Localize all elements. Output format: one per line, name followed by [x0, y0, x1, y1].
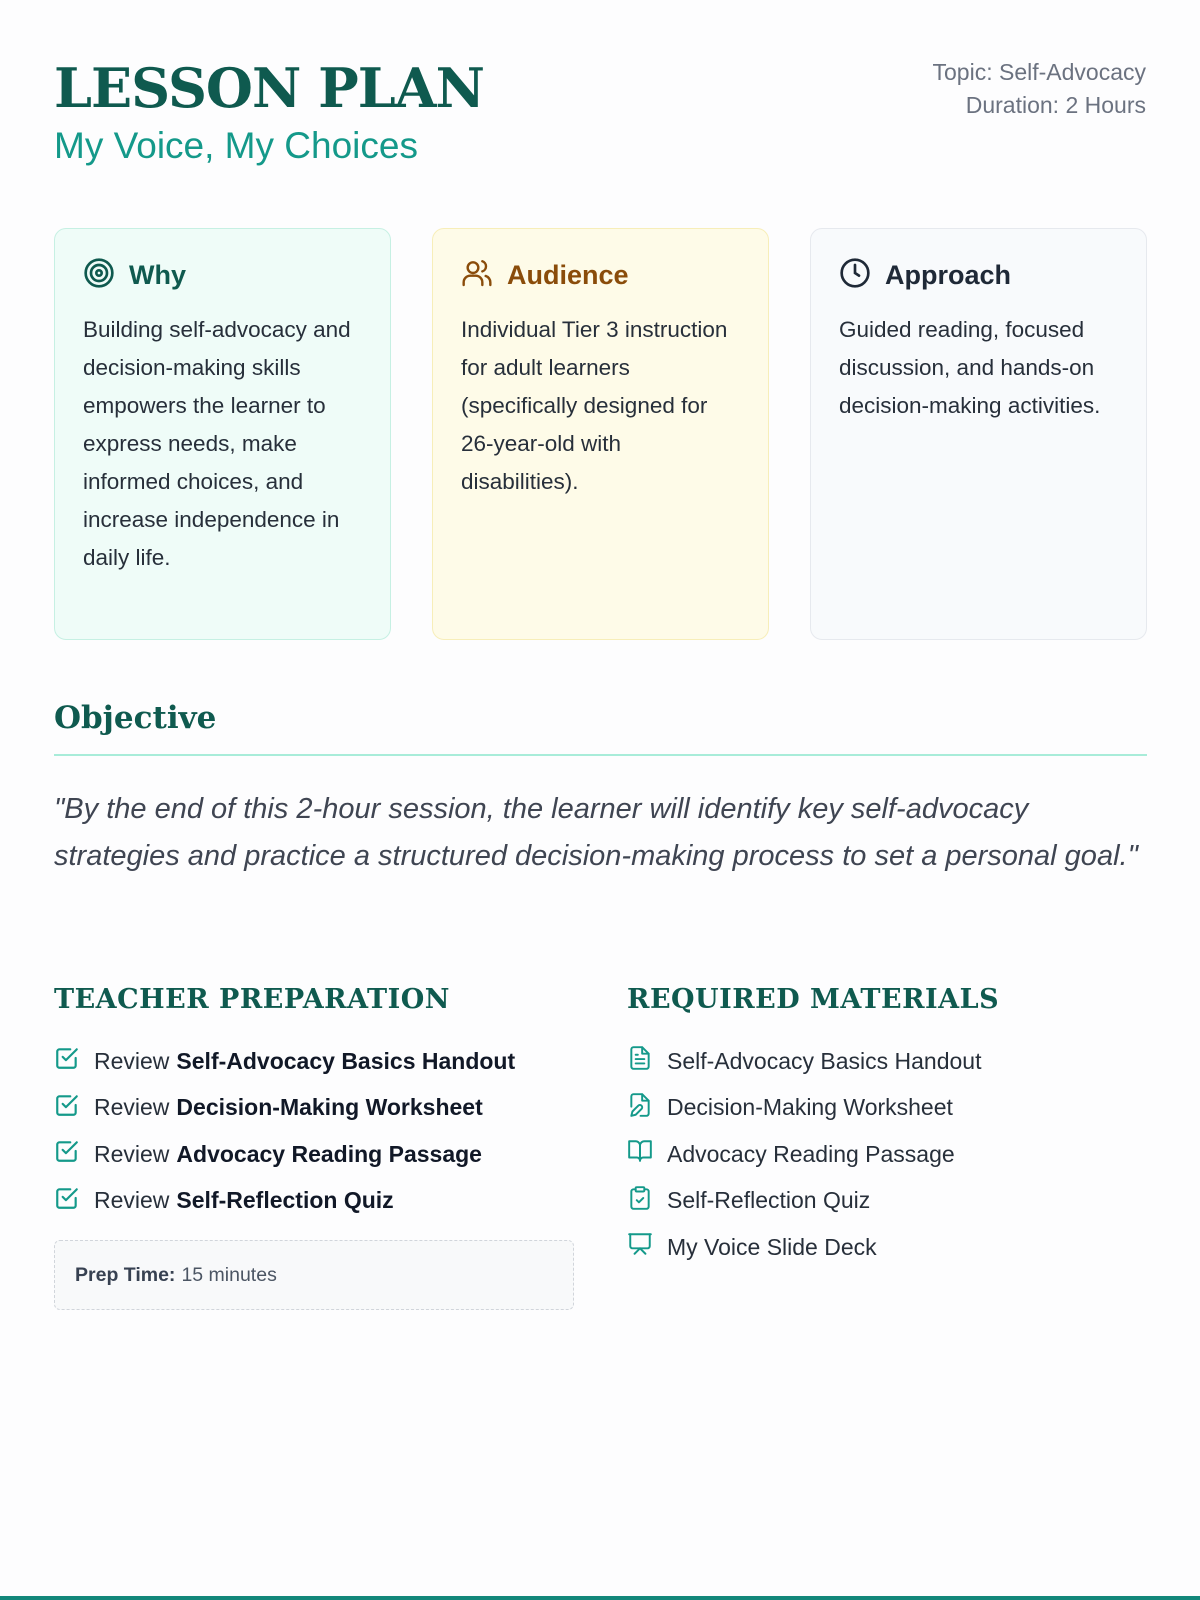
why-card [54, 228, 391, 640]
header [54, 56, 1146, 176]
checkbox-checked-icon [54, 1185, 94, 1217]
users-icon [461, 257, 493, 294]
presentation-icon [627, 1231, 667, 1263]
preparation-title: TEACHER PREPARATION [54, 984, 450, 1015]
materials-title: REQUIRED MATERIALS [627, 984, 1000, 1015]
list-item: Self-Advocacy Basics Handout [627, 1038, 1147, 1085]
page-title: LESSON PLAN [54, 56, 484, 120]
approach-text: Guided reading, focused discussion, and hands-on decision-making activities. [839, 317, 1101, 418]
file-edit-icon [627, 1092, 667, 1124]
audience-title: Audience [507, 259, 629, 290]
overview-cards [54, 228, 1147, 640]
preparation-list [54, 1038, 574, 1224]
objective-title: Objective [54, 700, 217, 736]
audience-card [432, 228, 769, 640]
checkbox-checked-icon [54, 1138, 94, 1170]
objective-divider [54, 754, 1147, 756]
lesson-meta [933, 56, 1146, 122]
why-text: Building self-advocacy and decision-making skills empowers the learner to express needs, make informed choices, and increase independence in daily life. [83, 317, 351, 570]
clipboard-check-icon [627, 1185, 667, 1217]
checkbox-checked-icon [54, 1045, 94, 1077]
list-item: Review Self-Reflection Quiz [54, 1178, 574, 1225]
objective-quote: "By the end of this 2-hour session, the learner will identify key self-advocacy strategies and practice a structured decision-making process to set a personal goal." [54, 793, 1138, 872]
prep-time-label: Prep Time: [75, 1263, 176, 1286]
document-icon [627, 1045, 667, 1077]
list-item: Review Decision-Making Worksheet [54, 1085, 574, 1132]
list-item: Review Self-Advocacy Basics Handout [54, 1038, 574, 1085]
book-open-icon [627, 1138, 667, 1170]
prep-time-value: 15 minutes [181, 1263, 277, 1286]
duration-text: Duration: 2 Hours [965, 92, 1146, 118]
audience-text: Individual Tier 3 instruction for adult learners (specifically designed for 26-year-old with disabilities). [461, 317, 728, 494]
list-item: Advocacy Reading Passage [627, 1131, 1147, 1178]
why-title: Why [129, 259, 186, 290]
required-materials [627, 980, 1147, 1271]
approach-title: Approach [885, 259, 1012, 290]
topic-text: Topic: Self-Advocacy [932, 59, 1146, 85]
footer-accent-bar [0, 1596, 1200, 1600]
checkbox-checked-icon [54, 1092, 94, 1124]
page-subtitle: My Voice, My Choices [54, 125, 418, 166]
target-icon [83, 257, 115, 294]
clock-icon [839, 257, 871, 294]
list-item: Review Advocacy Reading Passage [54, 1131, 574, 1178]
list-item: Decision-Making Worksheet [627, 1085, 1147, 1132]
list-item: Self-Reflection Quiz [627, 1178, 1147, 1225]
prep-time-box [54, 1240, 574, 1310]
objective-section [54, 696, 1147, 880]
approach-card [810, 228, 1147, 640]
teacher-preparation [54, 980, 574, 1310]
list-item: My Voice Slide Deck [627, 1224, 1147, 1271]
materials-list [627, 1038, 1147, 1271]
